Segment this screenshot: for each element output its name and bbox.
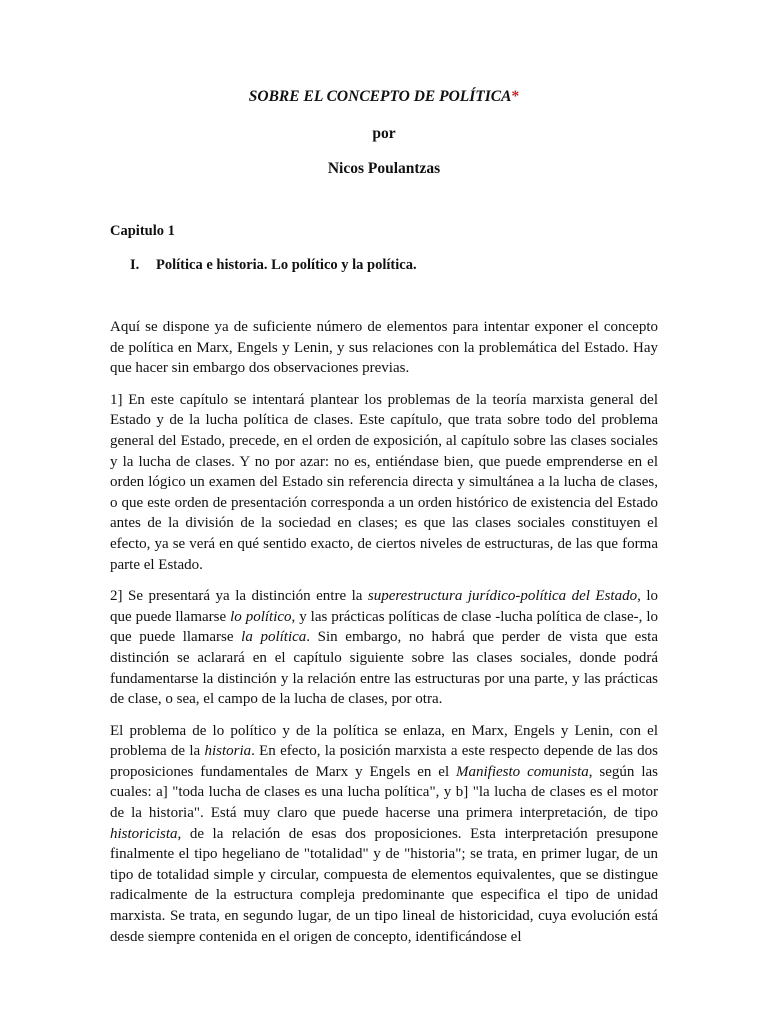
section-number: I. xyxy=(130,257,140,273)
paragraph-1: 1] En este capítulo se intentará plantear los problemas de la teoría marxista general del Estado y de la lucha política de clases. Este capítulo, que trata sobre todo del problema general del Estado, precede, en el orden de exposición, al capítulo sobre las clases sociales y la lucha de clases. Y no por azar: no es, entiéndase bien, que puede emprenderse en el orden lógico un examen del Estado sin referencia directa y simultánea a la lucha de clases, o que este orden de presentación corresponda a un orden histórico de existencia del Estado antes de la división de la sociedad en clases; es que las clases sociales constituyen el efecto, ya se verá en qué sentido exacto, de ciertos niveles de estructuras, de las que forma parte el Estado. xyxy=(110,391,658,573)
author-name: Nicos Poulantzas xyxy=(327,160,441,177)
emphasis-term: superestructura jurídico-política del Estado xyxy=(367,588,638,605)
text-run: , de la relación de esas dos proposiciones. Esta interpretación presupone finalmente el tipo hegeliano de "totalidad" y de "historia"; se trata, en primer lugar, de un tipo de totalidad simple y circular, compuesta de elementos equivalentes, que se distingue radicalmente de la estructura compleja predominante que especifica el tipo de unidad marxista. Se trata, en segundo lugar, de un tipo lineal de historicidad, cuya evolución está desde siempre contenida en el origen de concepto, identificándose el xyxy=(110,825,658,945)
emphasis-term: la política xyxy=(241,629,307,646)
emphasis-term: Manifiesto comunista xyxy=(456,763,589,780)
text-run: 2] Se presentará ya la distinción entre la xyxy=(110,588,368,605)
paragraph-3 xyxy=(110,721,658,948)
emphasis-term: historicista xyxy=(110,825,178,842)
text-run: . Sin embargo, no habrá que perder de vista que esta distinción se aclarará en el capítulo siguiente sobre las clases sociales, donde podrá fundamentarse la distinción y la relación entre las estructuras por una parte, y las prácticas de clase, o sea, el campo de la lucha de clases, por otra. xyxy=(110,629,658,708)
text-run: El problema de lo político y de la política se enlaza, en Marx, Engels y Lenin, con el problema de la xyxy=(110,722,658,760)
emphasis-term: lo político xyxy=(230,608,292,625)
paragraph-2 xyxy=(110,586,658,710)
section-heading xyxy=(130,257,417,274)
text-run: . En efecto, la posición marxista a este respecto depende de las dos proposiciones fundamentales de Marx y Engels en el xyxy=(110,743,658,780)
emphasis-term: historia xyxy=(204,743,252,760)
body-text xyxy=(110,317,658,958)
chapter-heading: Capitulo 1 xyxy=(110,223,175,239)
title-footnote-mark[interactable]: * xyxy=(511,88,520,105)
text-run: , según las cuales: a] "toda lucha de clases es una lucha política", y b] "la lucha de clases es el motor de la historia". Está muy claro que puede hacerse una primera interpretación, de tipo xyxy=(110,763,658,822)
section-title: Política e historia. Lo político y la política. xyxy=(156,257,417,273)
paragraph-intro: Aquí se dispone ya de suficiente número de elementos para intentar exponer el concepto de política en Marx, Engels y Lenin, y sus relaciones con la problemática del Estado. Hay que hacer sin embargo dos observaciones previas. xyxy=(110,319,658,377)
text-run: , lo que puede llamarse xyxy=(110,588,658,625)
title-text: SOBRE EL CONCEPTO DE POLÍTICA xyxy=(248,88,512,105)
text-run: , y las prácticas políticas de clase -lucha política de clase-, lo que puede llamarse xyxy=(110,608,659,646)
document-title xyxy=(0,88,768,106)
byline: por xyxy=(372,125,396,142)
